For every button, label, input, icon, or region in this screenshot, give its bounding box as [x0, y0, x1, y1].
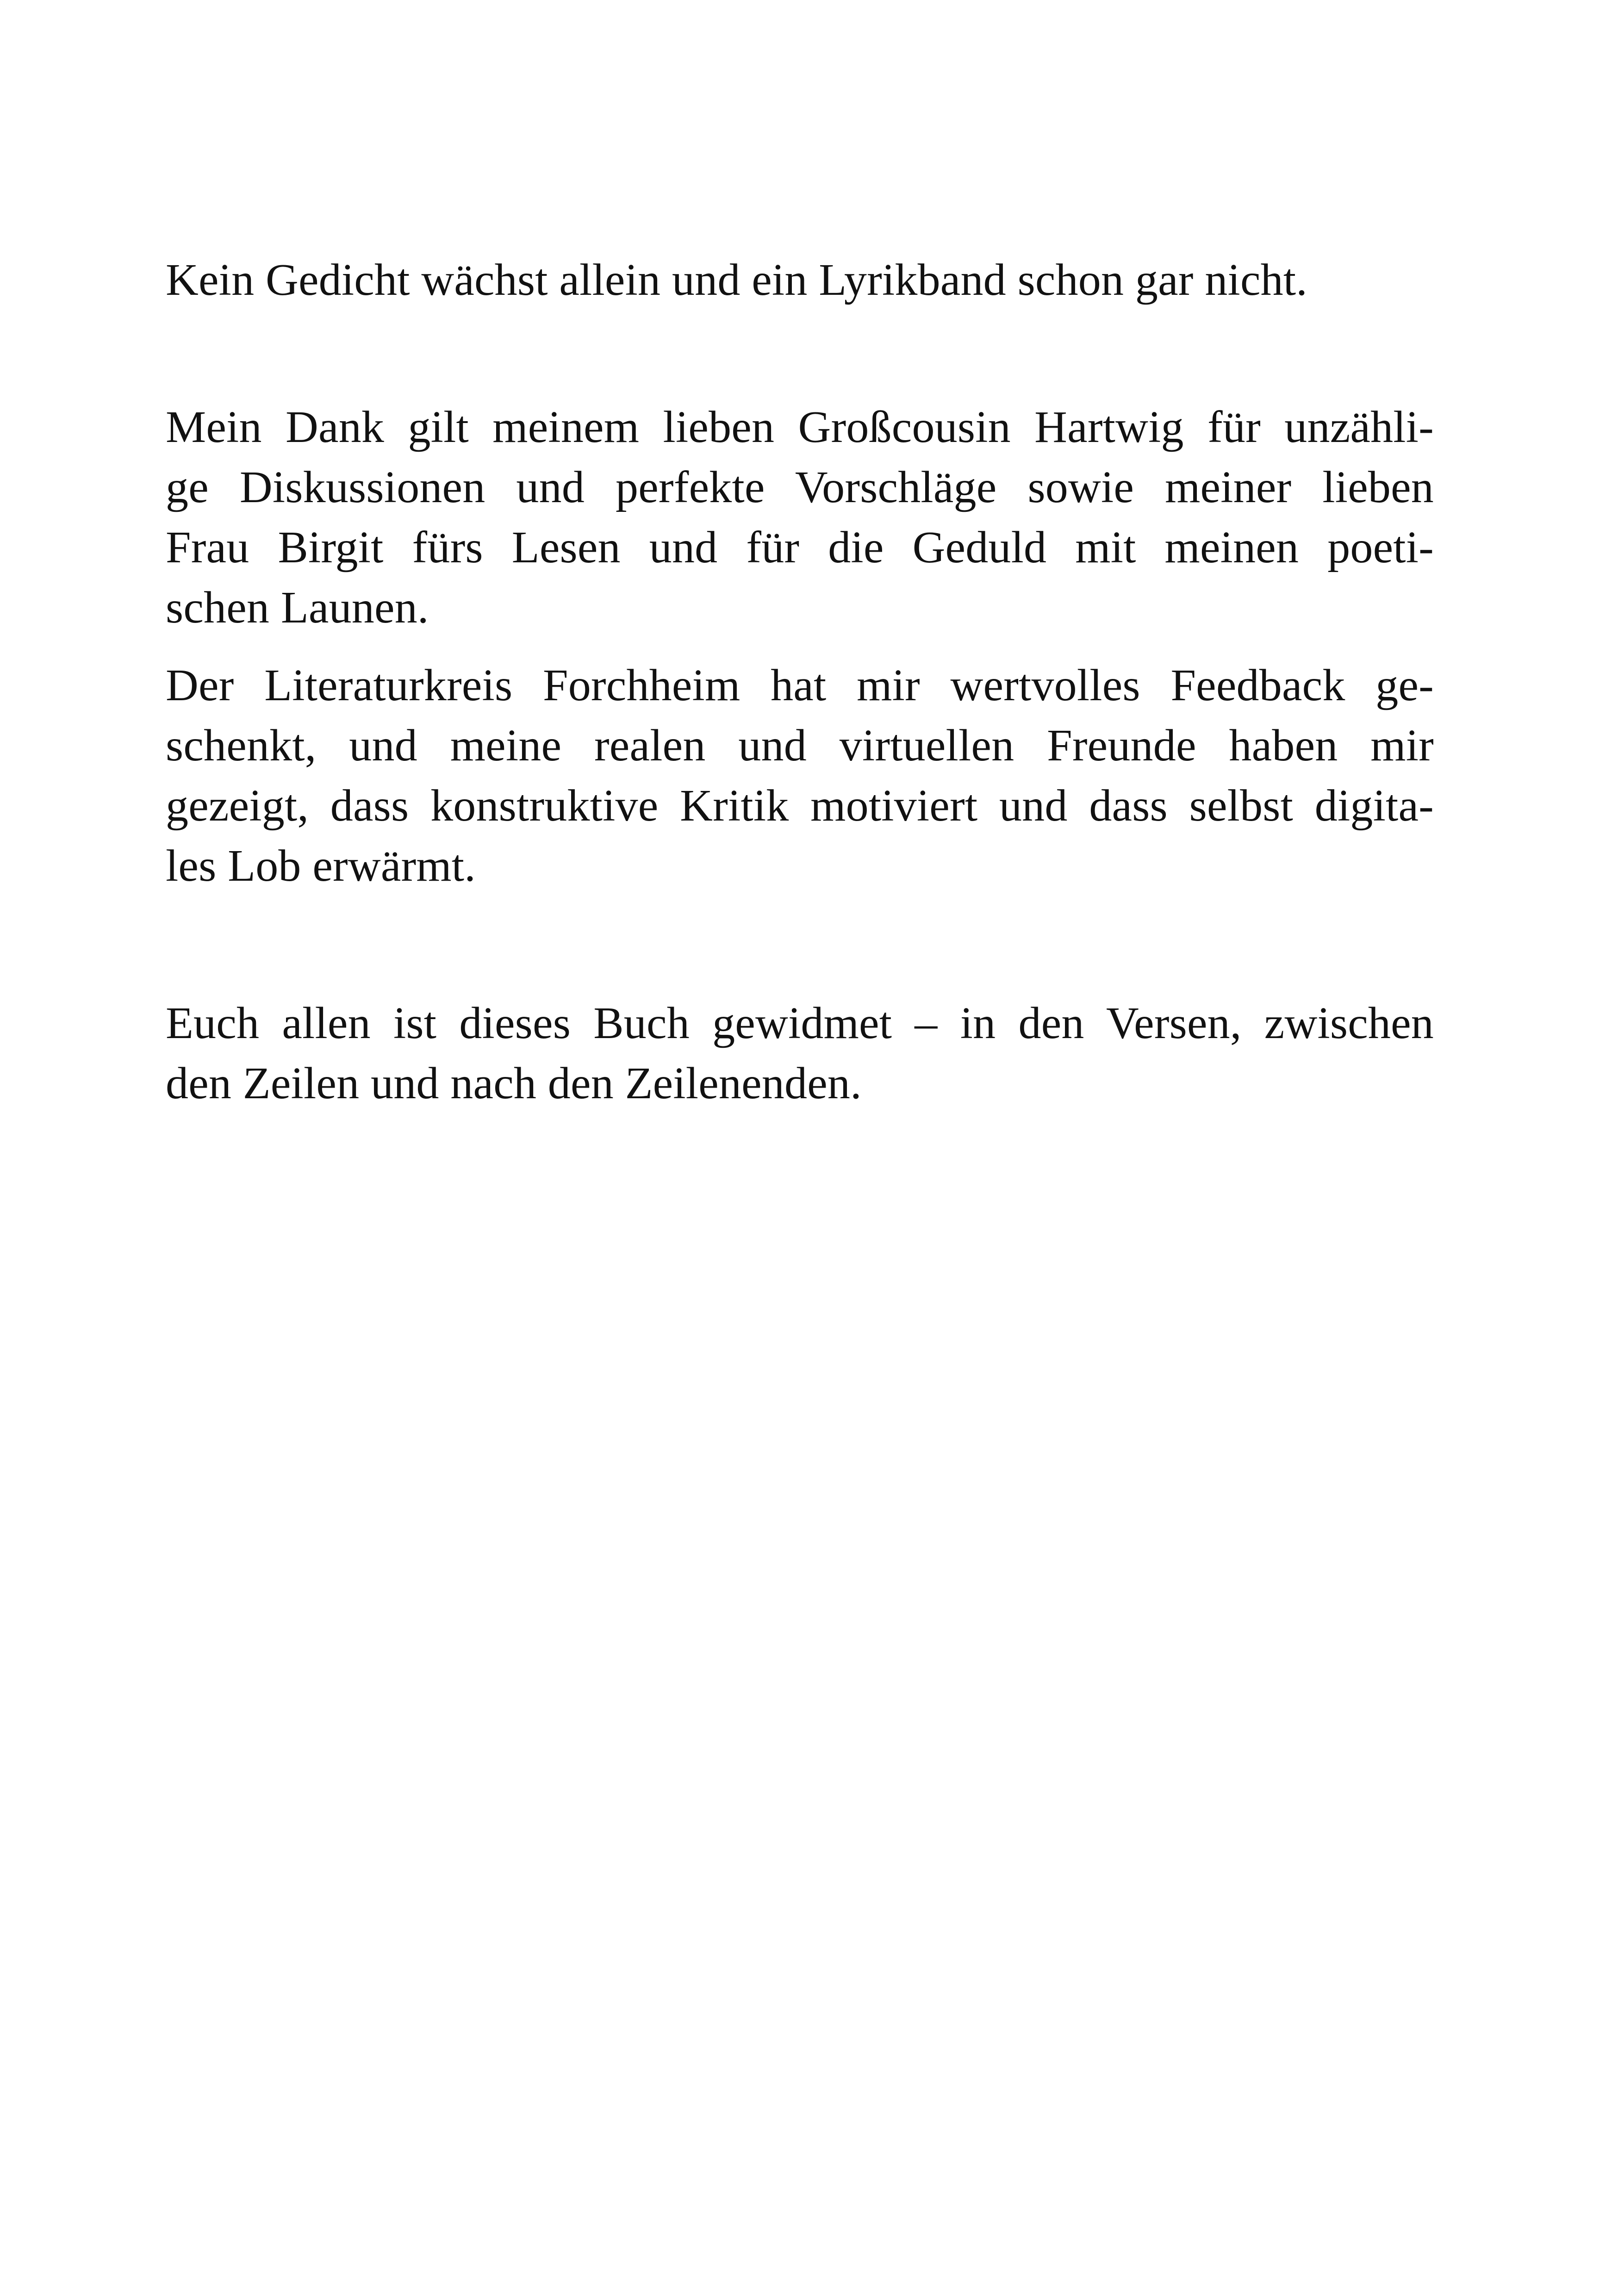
intro-line: Kein Gedicht wächst allein und ein Lyrikband schon gar nicht. — [166, 255, 1307, 305]
literary-circle-line: schenkt, und meine realen und virtuellen Freunde haben mir — [166, 721, 1434, 771]
thanks-line: schen Launen. — [166, 583, 429, 633]
thanks-line: Frau Birgit fürs Lesen und für die Geduld mit meinen poeti- — [166, 523, 1434, 572]
literary-circle-line: les Lob erwärmt. — [166, 841, 476, 891]
dedication-line: den Zeilen und nach den Zeilenenden. — [166, 1058, 862, 1108]
dedication-paragraph — [166, 993, 1434, 1114]
thanks-paragraph — [166, 397, 1434, 638]
thanks-line: Mein Dank gilt meinem lieben Großcousin Hartwig für unzähli- — [166, 402, 1434, 452]
literary-circle-line: gezeigt, dass konstruktive Kritik motiviert und dass selbst digita- — [166, 781, 1434, 831]
literary-circle-paragraph — [166, 655, 1434, 896]
intro-paragraph — [166, 250, 1434, 310]
literary-circle-line: Der Literaturkreis Forchheim hat mir wertvolles Feedback ge- — [166, 660, 1434, 710]
thanks-line: ge Diskussionen und perfekte Vorschläge sowie meiner lieben — [166, 462, 1434, 512]
dedication-line: Euch allen ist dieses Buch gewidmet – in den Versen, zwischen — [166, 998, 1434, 1048]
